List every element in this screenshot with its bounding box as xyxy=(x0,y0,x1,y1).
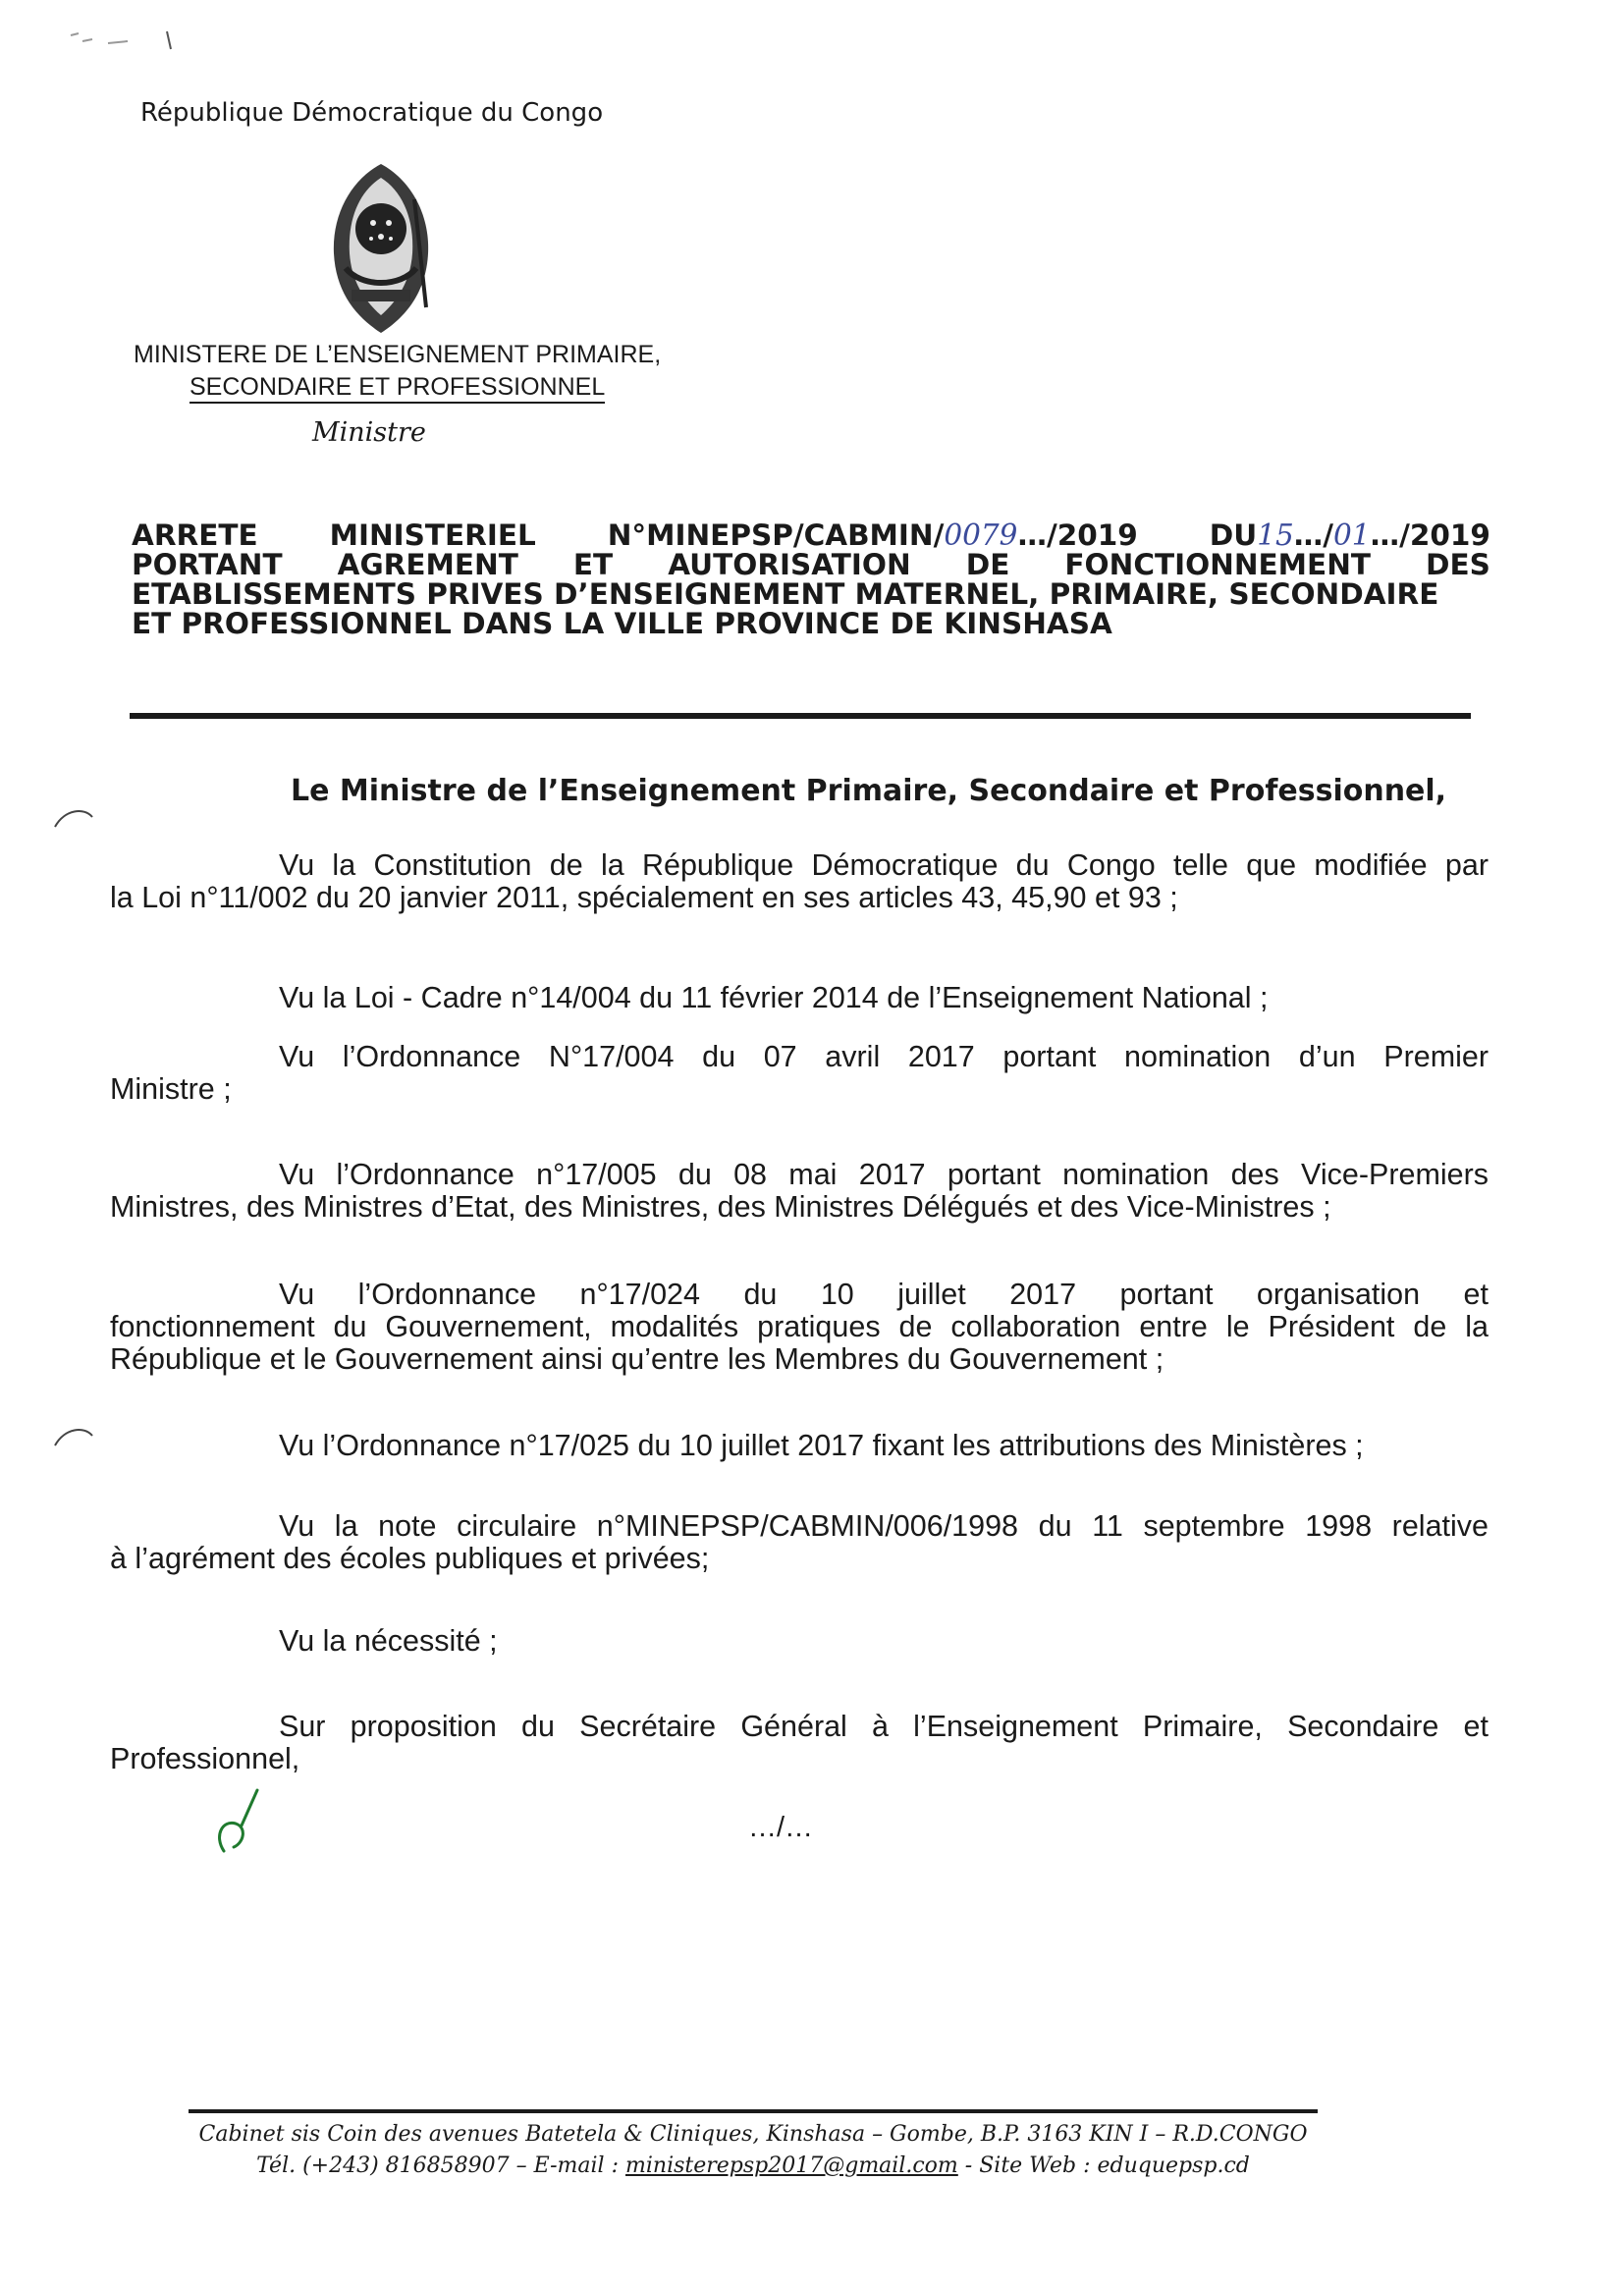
paragraph-loi-cadre: Vu la Loi - Cadre n°14/004 du 11 février 2014 de l’Enseignement National ; xyxy=(279,981,1269,1014)
decree-title xyxy=(132,520,1490,638)
ministry-line1: MINISTERE DE L’ENSEIGNEMENT PRIMAIRE, xyxy=(134,341,662,368)
paragraph-necessite: Vu la nécessité ; xyxy=(279,1624,498,1658)
title-row-4: ET PROFESSIONNEL DANS LA VILLE PROVINCE DE KINSHASA xyxy=(132,607,1112,640)
title-row-1 xyxy=(132,520,1490,550)
scan-artifact xyxy=(51,803,96,833)
ministry-line2: SECONDAIRE ET PROFESSIONNEL xyxy=(189,372,605,404)
footer-rule xyxy=(189,2109,1318,2113)
ministre-label: Ministre xyxy=(312,417,426,448)
addressee: Le Ministre de l’Enseignement Primaire, Secondaire et Professionnel, xyxy=(291,774,1447,808)
handwritten-number: 0079 xyxy=(944,518,1018,552)
scan-artifact xyxy=(51,1422,96,1451)
paragraph-note-circulaire: Vu la note circulaire n°MINEPSP/CABMIN/006/1998 du 11 septembre 1998 relative à l’agrément des écoles publiques et privées; xyxy=(110,1509,1489,1575)
title-row-3: ETABLISSEMENTS PRIVES D’ENSEIGNEMENT MATERNEL, PRIMAIRE, SECONDAIRE xyxy=(132,577,1439,611)
footer-address: Cabinet sis Coin des avenues Batetela & Cliniques, Kinshasa – Gombe, B.P. 3163 KIN I – R.D.CONGO xyxy=(198,2122,1308,2147)
title-word: FONCTIONNEMENT xyxy=(1064,548,1371,581)
paragraph-ordonnance-025: Vu l’Ordonnance n°17/025 du 10 juillet 2017 fixant les attributions des Ministères ; xyxy=(279,1429,1364,1462)
title-word: AGREMENT xyxy=(337,548,518,581)
footer-contact xyxy=(189,2119,1318,2182)
decree-number: N°MINEPSP/CABMIN/0079…/2019 xyxy=(607,518,1138,552)
paragraph-ordonnance-005: Vu l’Ordonnance n°17/005 du 08 mai 2017 portant nomination des Vice-Premiers Ministres, des Ministres d’Etat, des Ministres, des Ministres Délégués et des Vice-Ministres ; xyxy=(110,1158,1489,1224)
title-word: DE xyxy=(965,548,1010,581)
footer-contact-line: Tél. (+243) 816858907 – E-mail : ministerepsp2017@gmail.com - Site Web : eduquepsp.cd xyxy=(256,2154,1250,2178)
handwritten-initial xyxy=(204,1782,273,1861)
continuation-mark: …/… xyxy=(748,1812,814,1843)
paragraph-ordonnance-004: Vu l’Ordonnance N°17/004 du 07 avril 2017 portant nomination d’un Premier Ministre ; xyxy=(110,1040,1489,1106)
title-word: ARRETE xyxy=(132,518,258,552)
title-word: PORTANT xyxy=(132,548,283,581)
country-name: République Démocratique du Congo xyxy=(140,98,604,128)
paragraph-constitution: Vu la Constitution de la République Démocratique du Congo telle que modifiée par la Loi n°11/002 du 20 janvier 2011, spécialement en ses articles 43, 45,90 et 93 ; xyxy=(110,848,1489,914)
title-word: AUTORISATION xyxy=(668,548,911,581)
handwritten-month: 01 xyxy=(1333,518,1371,552)
decree-date: DU15…/01…/2019 xyxy=(1209,518,1490,552)
title-row-2 xyxy=(132,550,1490,579)
paragraph-ordonnance-024: Vu l’Ordonnance n°17/024 du 10 juillet 2017 portant organisation et fonctionnement du Gouvernement, modalités pratiques de collaboration entre le Président de la République et le Gouvernement ainsi qu’entre les Membres du Gouvernement ; xyxy=(110,1278,1489,1376)
title-word: DES xyxy=(1426,548,1490,581)
title-word: MINISTERIEL xyxy=(329,518,536,552)
ministry-name xyxy=(134,339,661,404)
title-word: ET xyxy=(572,548,614,581)
scan-artifact xyxy=(69,27,187,57)
email-link[interactable]: ministerepsp2017@gmail.com xyxy=(625,2154,958,2178)
title-underline xyxy=(130,713,1471,719)
handwritten-day: 15 xyxy=(1257,518,1294,552)
paragraph-proposition: Sur proposition du Secrétaire Général à l’Enseignement Primaire, Secondaire et Professionnel, xyxy=(110,1710,1489,1775)
coat-of-arms-emblem xyxy=(312,160,450,337)
